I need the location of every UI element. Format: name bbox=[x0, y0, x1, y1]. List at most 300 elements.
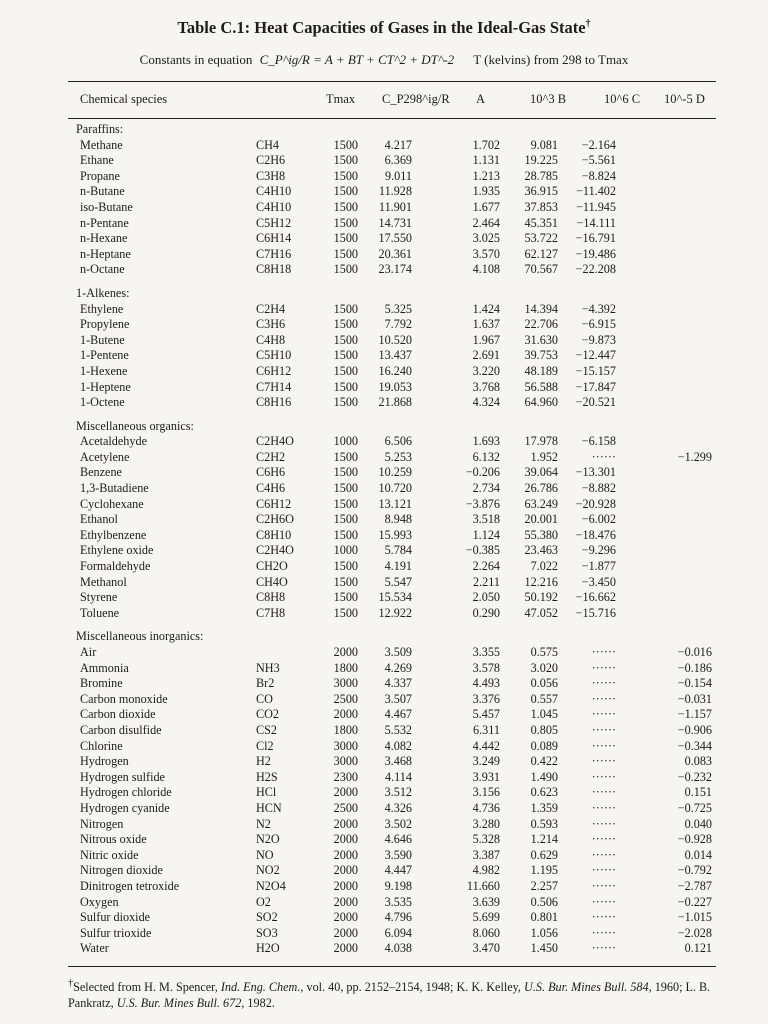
cell-formula: C7H16 bbox=[256, 246, 292, 261]
table-row bbox=[0, 723, 768, 739]
header-b: 10^3 B bbox=[530, 92, 567, 106]
cell-a: 2.464 bbox=[472, 215, 500, 230]
cell-formula: CS2 bbox=[256, 722, 278, 737]
cell-b: 62.127 bbox=[524, 246, 558, 261]
cell-name: Nitrogen dioxide bbox=[80, 863, 163, 878]
cell-formula: C2H6 bbox=[256, 153, 286, 168]
cell-d: −0.227 bbox=[677, 894, 712, 909]
cell-name: n-Butane bbox=[80, 184, 125, 199]
cell-cp: 9.198 bbox=[384, 878, 412, 893]
cell-cp: 11.928 bbox=[378, 184, 412, 199]
cell-tmax: 1500 bbox=[333, 246, 358, 261]
table-row bbox=[0, 216, 768, 232]
cell-a: 5.699 bbox=[472, 910, 500, 925]
cell-name: Ethylene bbox=[80, 301, 124, 316]
cell-a: 3.156 bbox=[472, 785, 500, 800]
group-label bbox=[0, 286, 768, 302]
cell-name: Hydrogen bbox=[80, 754, 129, 769]
cell-formula: CO bbox=[256, 691, 273, 706]
cell-cp: 10.520 bbox=[378, 332, 412, 347]
cell-tmax: 1800 bbox=[333, 722, 358, 737]
cell-formula: C4H10 bbox=[256, 184, 292, 199]
cell-cp: 15.534 bbox=[378, 590, 412, 605]
table-row bbox=[0, 832, 768, 848]
cell-cp: 5.325 bbox=[384, 301, 412, 316]
cell-name: Sulfur trioxide bbox=[80, 925, 152, 940]
cell-cp: 14.731 bbox=[378, 215, 412, 230]
cell-a: 6.132 bbox=[472, 449, 500, 464]
cell-b: 0.593 bbox=[530, 816, 558, 831]
cell-name: Methane bbox=[80, 137, 123, 152]
cell-name: Acetylene bbox=[80, 449, 130, 464]
table-row bbox=[0, 770, 768, 786]
cell-b: 1.045 bbox=[530, 707, 558, 722]
cell-b: 55.380 bbox=[524, 527, 558, 542]
cell-b: 1.952 bbox=[530, 449, 558, 464]
cell-c: ······ bbox=[591, 449, 616, 464]
cell-a: 1.131 bbox=[472, 153, 500, 168]
footnote-text: Selected from H. M. Spencer, bbox=[73, 980, 218, 995]
cell-name: n-Pentane bbox=[80, 215, 129, 230]
cell-d: −0.031 bbox=[677, 691, 712, 706]
cell-a: 1.935 bbox=[472, 184, 500, 199]
cell-formula: C7H14 bbox=[256, 379, 292, 394]
cell-b: 1.214 bbox=[530, 832, 558, 847]
table-row bbox=[0, 910, 768, 926]
footnote-text: , vol. 40, pp. 2152–2154, 1948; K. K. Kelley, bbox=[300, 980, 521, 995]
cell-d: 0.151 bbox=[684, 785, 712, 800]
cell-a: 1.424 bbox=[472, 301, 500, 316]
cell-cp: 7.792 bbox=[384, 317, 412, 332]
cell-d: −0.232 bbox=[677, 769, 712, 784]
bottom-rule bbox=[68, 966, 716, 967]
cell-b: 39.064 bbox=[524, 465, 558, 480]
group-label-text: Paraffins: bbox=[76, 122, 124, 136]
cell-cp: 3.512 bbox=[384, 785, 412, 800]
header-d: 10^-5 D bbox=[664, 92, 705, 106]
cell-b: 0.575 bbox=[530, 645, 558, 659]
cell-b: 0.089 bbox=[530, 738, 558, 753]
cell-c: −22.208 bbox=[575, 262, 616, 277]
cell-c: −1.877 bbox=[581, 559, 616, 574]
table-row bbox=[0, 395, 768, 411]
header-c: 10^6 C bbox=[604, 92, 641, 106]
cell-tmax: 1500 bbox=[333, 465, 358, 480]
cell-a: 2.264 bbox=[472, 559, 500, 574]
table-row bbox=[0, 785, 768, 801]
cell-d: −1.015 bbox=[677, 910, 712, 925]
cell-a: 3.768 bbox=[472, 379, 500, 394]
group-label-text: 1-Alkenes: bbox=[76, 285, 130, 300]
cell-b: 39.753 bbox=[524, 348, 558, 363]
cell-name: 1-Hexene bbox=[80, 363, 128, 378]
cell-b: 0.422 bbox=[530, 754, 558, 769]
cell-c: ······ bbox=[591, 816, 616, 831]
cell-a: 1.677 bbox=[472, 199, 500, 214]
cell-tmax: 2000 bbox=[333, 847, 358, 862]
cell-cp: 3.502 bbox=[384, 816, 412, 831]
cell-tmax: 2000 bbox=[333, 707, 358, 722]
cell-a: 4.493 bbox=[472, 676, 500, 691]
cell-name: Carbon disulfide bbox=[80, 722, 162, 737]
cell-tmax: 3000 bbox=[333, 754, 358, 769]
title-dagger: † bbox=[585, 18, 591, 30]
cell-c: −8.824 bbox=[581, 168, 616, 183]
table-row bbox=[0, 606, 768, 622]
cell-tmax: 1800 bbox=[333, 660, 358, 675]
cell-cp: 10.259 bbox=[378, 465, 412, 480]
cell-d: −2.028 bbox=[677, 925, 712, 940]
cell-b: 48.189 bbox=[524, 363, 558, 378]
header-a: A bbox=[476, 92, 486, 106]
cell-b: 0.506 bbox=[530, 894, 558, 909]
cell-a: 2.050 bbox=[472, 590, 500, 605]
cell-c: −14.111 bbox=[576, 215, 616, 230]
cell-formula: HCl bbox=[256, 785, 277, 800]
cell-name: Sulfur dioxide bbox=[80, 910, 151, 925]
cell-b: 20.001 bbox=[524, 512, 558, 527]
table-title bbox=[0, 18, 768, 38]
cell-cp: 12.922 bbox=[378, 605, 412, 620]
cell-a: 3.220 bbox=[472, 363, 500, 378]
cell-c: ······ bbox=[591, 878, 616, 893]
cell-tmax: 2300 bbox=[333, 769, 358, 784]
cell-b: 1.195 bbox=[530, 863, 558, 878]
cell-a: 3.570 bbox=[472, 246, 500, 261]
group-spacer bbox=[0, 621, 768, 629]
cell-cp: 13.437 bbox=[378, 348, 412, 363]
cell-tmax: 2000 bbox=[333, 645, 358, 659]
cell-b: 50.192 bbox=[524, 590, 558, 605]
cell-d: −1.299 bbox=[677, 449, 712, 464]
cell-cp: 4.038 bbox=[384, 941, 412, 956]
cell-b: 1.359 bbox=[530, 800, 558, 815]
cell-tmax: 2000 bbox=[333, 910, 358, 925]
cell-cp: 5.784 bbox=[384, 543, 412, 558]
table-row bbox=[0, 926, 768, 942]
cell-b: 0.056 bbox=[530, 676, 558, 691]
cell-name: iso-Butane bbox=[80, 199, 133, 214]
cell-b: 1.056 bbox=[530, 925, 558, 940]
cell-b: 19.225 bbox=[524, 153, 558, 168]
cell-formula: C4H10 bbox=[256, 199, 292, 214]
cell-formula: O2 bbox=[256, 894, 271, 909]
cell-b: 0.801 bbox=[530, 910, 558, 925]
cell-cp: 4.191 bbox=[384, 559, 412, 574]
cell-formula: C2H2 bbox=[256, 449, 286, 464]
cell-formula: NH3 bbox=[256, 660, 280, 675]
cell-b: 64.960 bbox=[524, 395, 558, 410]
cell-c: ······ bbox=[591, 645, 616, 659]
cell-tmax: 1500 bbox=[333, 262, 358, 277]
cell-cp: 6.369 bbox=[384, 153, 412, 168]
header-rule bbox=[68, 118, 716, 119]
cell-a: 1.124 bbox=[472, 527, 500, 542]
cell-formula: C5H12 bbox=[256, 215, 292, 230]
cell-name: Nitrous oxide bbox=[80, 832, 147, 847]
cell-cp: 5.253 bbox=[384, 449, 412, 464]
cell-b: 14.394 bbox=[524, 301, 558, 316]
footnote bbox=[68, 976, 716, 1011]
cell-b: 0.623 bbox=[530, 785, 558, 800]
cell-b: 26.786 bbox=[524, 481, 558, 496]
table-row bbox=[0, 543, 768, 559]
cell-c: ······ bbox=[591, 925, 616, 940]
cell-formula: H2S bbox=[256, 769, 278, 784]
cell-tmax: 1500 bbox=[333, 559, 358, 574]
cell-tmax: 1000 bbox=[333, 543, 358, 558]
cell-tmax: 1500 bbox=[333, 348, 358, 363]
cell-c: ······ bbox=[591, 660, 616, 675]
cell-a: 5.328 bbox=[472, 832, 500, 847]
cell-formula: C6H12 bbox=[256, 363, 292, 378]
cell-b: 36.915 bbox=[524, 184, 558, 199]
table-row bbox=[0, 434, 768, 450]
cell-name: 1-Pentene bbox=[80, 348, 129, 363]
group-label-text: Miscellaneous inorganics: bbox=[76, 629, 204, 644]
cell-name: Carbon monoxide bbox=[80, 691, 168, 706]
cell-tmax: 2500 bbox=[333, 800, 358, 815]
cell-formula: NO bbox=[256, 847, 274, 862]
table-row bbox=[0, 575, 768, 591]
table-row bbox=[0, 512, 768, 528]
cell-formula: C6H12 bbox=[256, 496, 292, 511]
cell-c: ······ bbox=[591, 676, 616, 691]
cell-tmax: 1500 bbox=[333, 301, 358, 316]
table-row bbox=[0, 817, 768, 833]
table-row bbox=[0, 333, 768, 349]
cell-a: 1.693 bbox=[472, 434, 500, 449]
cell-c: −9.873 bbox=[581, 332, 616, 347]
cell-cp: 4.326 bbox=[384, 800, 412, 815]
cell-formula: N2O bbox=[256, 832, 280, 847]
cell-tmax: 2000 bbox=[333, 816, 358, 831]
cell-tmax: 1500 bbox=[333, 449, 358, 464]
cell-cp: 3.509 bbox=[384, 645, 412, 659]
cell-formula: C7H8 bbox=[256, 605, 286, 620]
cell-cp: 3.590 bbox=[384, 847, 412, 862]
cell-tmax: 1500 bbox=[333, 605, 358, 620]
table-row bbox=[0, 590, 768, 606]
footnote-dagger: † bbox=[68, 978, 74, 989]
cell-tmax: 1500 bbox=[333, 512, 358, 527]
cell-c: −4.392 bbox=[581, 301, 616, 316]
cell-a: 4.324 bbox=[472, 395, 500, 410]
cell-c: −6.915 bbox=[581, 317, 616, 332]
cell-name: Cyclohexane bbox=[80, 496, 144, 511]
cell-d: 0.040 bbox=[684, 816, 712, 831]
cell-cp: 4.337 bbox=[384, 676, 412, 691]
cell-cp: 8.948 bbox=[384, 512, 412, 527]
cell-name: Dinitrogen tetroxide bbox=[80, 878, 180, 893]
cell-a: 3.387 bbox=[472, 847, 500, 862]
cell-d: −0.154 bbox=[677, 676, 712, 691]
cell-c: ······ bbox=[591, 941, 616, 956]
cell-name: Nitrogen bbox=[80, 816, 124, 831]
cell-tmax: 2000 bbox=[333, 785, 358, 800]
cell-b: 37.853 bbox=[524, 199, 558, 214]
table-row bbox=[0, 676, 768, 692]
table-row bbox=[0, 559, 768, 575]
cell-tmax: 2000 bbox=[333, 941, 358, 956]
table-row bbox=[0, 481, 768, 497]
cell-c: −2.164 bbox=[581, 137, 616, 152]
cell-name: Hydrogen sulfide bbox=[80, 769, 165, 784]
cell-name: 1-Heptene bbox=[80, 379, 131, 394]
cell-d: −0.906 bbox=[677, 722, 712, 737]
cell-c: −5.561 bbox=[581, 153, 616, 168]
cell-name: Ammonia bbox=[80, 660, 129, 675]
cell-formula: NO2 bbox=[256, 863, 280, 878]
table-row bbox=[0, 863, 768, 879]
cell-formula: C8H10 bbox=[256, 527, 292, 542]
cell-a: 3.639 bbox=[472, 894, 500, 909]
cell-cp: 4.217 bbox=[384, 137, 412, 152]
cell-name: 1-Butene bbox=[80, 332, 125, 347]
cell-a: 6.311 bbox=[473, 722, 500, 737]
cell-b: 23.463 bbox=[524, 543, 558, 558]
cell-formula: H2 bbox=[256, 754, 271, 769]
cell-formula: CH2O bbox=[256, 559, 288, 574]
subtitle-prefix: Constants in equation bbox=[139, 52, 253, 67]
table-body bbox=[0, 122, 768, 957]
cell-cp: 17.550 bbox=[378, 231, 412, 246]
table-row bbox=[0, 364, 768, 380]
cell-cp: 15.993 bbox=[378, 527, 412, 542]
cell-cp: 4.646 bbox=[384, 832, 412, 847]
cell-a: −0.385 bbox=[465, 543, 500, 558]
cell-a: 4.982 bbox=[472, 863, 500, 878]
cell-name: n-Octane bbox=[80, 262, 125, 277]
cell-d: −0.928 bbox=[677, 832, 712, 847]
cell-name: n-Heptane bbox=[80, 246, 131, 261]
cell-a: 4.108 bbox=[472, 262, 500, 277]
cell-tmax: 1500 bbox=[333, 496, 358, 511]
cell-cp: 6.506 bbox=[384, 434, 412, 449]
cell-formula: C4H8 bbox=[256, 332, 286, 347]
table-row bbox=[0, 380, 768, 396]
cell-a: 3.518 bbox=[472, 512, 500, 527]
cell-name: Ethylbenzene bbox=[80, 527, 147, 542]
cell-tmax: 1500 bbox=[333, 168, 358, 183]
cell-name: Oxygen bbox=[80, 894, 119, 909]
cell-c: −20.928 bbox=[575, 496, 616, 511]
cell-d: −0.725 bbox=[677, 800, 712, 815]
cell-cp: 4.447 bbox=[384, 863, 412, 878]
cell-a: 2.211 bbox=[473, 574, 500, 589]
cell-name: Ethylene oxide bbox=[80, 543, 154, 558]
cell-formula: C2H4 bbox=[256, 301, 286, 316]
cell-b: 28.785 bbox=[524, 168, 558, 183]
cell-tmax: 1500 bbox=[333, 590, 358, 605]
cell-c: −19.486 bbox=[575, 246, 616, 261]
cell-tmax: 1500 bbox=[333, 481, 358, 496]
cell-c: ······ bbox=[591, 894, 616, 909]
group-spacer bbox=[0, 411, 768, 419]
cell-c: −6.158 bbox=[581, 434, 616, 449]
cell-cp: 4.114 bbox=[385, 769, 412, 784]
cell-cp: 13.121 bbox=[378, 496, 412, 511]
cell-name: Chlorine bbox=[80, 738, 123, 753]
cell-c: −9.296 bbox=[581, 543, 616, 558]
cell-formula: C6H14 bbox=[256, 231, 292, 246]
cell-b: 63.249 bbox=[524, 496, 558, 511]
table-row bbox=[0, 153, 768, 169]
cell-tmax: 1500 bbox=[333, 184, 358, 199]
table-row bbox=[0, 707, 768, 723]
cell-b: 0.805 bbox=[530, 722, 558, 737]
table-row bbox=[0, 645, 768, 661]
cell-a: 1.967 bbox=[472, 332, 500, 347]
cell-name: Acetaldehyde bbox=[80, 434, 147, 449]
cell-formula: HCN bbox=[256, 800, 282, 815]
table-row bbox=[0, 465, 768, 481]
cell-cp: 3.535 bbox=[384, 894, 412, 909]
cell-name: Toluene bbox=[80, 605, 120, 620]
cell-tmax: 1500 bbox=[333, 153, 358, 168]
cell-a: 11.660 bbox=[466, 878, 500, 893]
cell-a: 4.442 bbox=[472, 738, 500, 753]
cell-name: Formaldehyde bbox=[80, 559, 151, 574]
cell-formula: C8H8 bbox=[256, 590, 286, 605]
cell-formula: C2H4O bbox=[256, 543, 294, 558]
cell-formula: C2H6O bbox=[256, 512, 294, 527]
cell-a: 3.280 bbox=[472, 816, 500, 831]
cell-c: −12.447 bbox=[575, 348, 616, 363]
cell-c: −16.791 bbox=[575, 231, 616, 246]
table-row bbox=[0, 801, 768, 817]
footnote-journal: U.S. Bur. Mines Bull. 672 bbox=[116, 996, 242, 1011]
cell-tmax: 1500 bbox=[333, 363, 358, 378]
cell-name: Styrene bbox=[80, 590, 118, 605]
cell-formula: CH4 bbox=[256, 137, 280, 152]
cell-b: 0.629 bbox=[530, 847, 558, 862]
table-subtitle bbox=[0, 52, 768, 68]
cell-name: Propane bbox=[80, 168, 120, 183]
cell-c: ······ bbox=[591, 722, 616, 737]
cell-name: 1,3-Butadiene bbox=[80, 481, 149, 496]
cell-tmax: 1000 bbox=[333, 434, 358, 449]
cell-b: 56.588 bbox=[524, 379, 558, 394]
cell-formula: H2O bbox=[256, 941, 280, 956]
cell-c: −17.847 bbox=[575, 379, 616, 394]
cell-c: ······ bbox=[591, 910, 616, 925]
cell-a: 1.702 bbox=[472, 137, 500, 152]
cell-d: −2.787 bbox=[677, 878, 712, 893]
table-row bbox=[0, 184, 768, 200]
cell-cp: 11.901 bbox=[378, 199, 412, 214]
cell-b: 7.022 bbox=[530, 559, 558, 574]
table-row bbox=[0, 661, 768, 677]
cell-c: −15.716 bbox=[575, 605, 616, 620]
cell-formula: CH4O bbox=[256, 574, 288, 589]
header-species: Chemical species bbox=[80, 92, 168, 106]
cell-b: 17.978 bbox=[524, 434, 558, 449]
cell-c: −18.476 bbox=[575, 527, 616, 542]
group-label bbox=[0, 419, 768, 435]
cell-name: Propylene bbox=[80, 317, 130, 332]
cell-cp: 16.240 bbox=[378, 363, 412, 378]
cell-c: ······ bbox=[591, 863, 616, 878]
cell-a: 2.691 bbox=[472, 348, 500, 363]
cell-formula: C3H8 bbox=[256, 168, 286, 183]
cell-tmax: 2000 bbox=[333, 878, 358, 893]
cell-formula: C3H6 bbox=[256, 317, 286, 332]
cell-b: 1.490 bbox=[530, 769, 558, 784]
cell-cp: 23.174 bbox=[378, 262, 412, 277]
subtitle-range: T (kelvins) from 298 to Tmax bbox=[473, 52, 629, 67]
subtitle-equation: C_P^ig/R = A + BT + CT^2 + DT^-2 bbox=[259, 52, 455, 67]
